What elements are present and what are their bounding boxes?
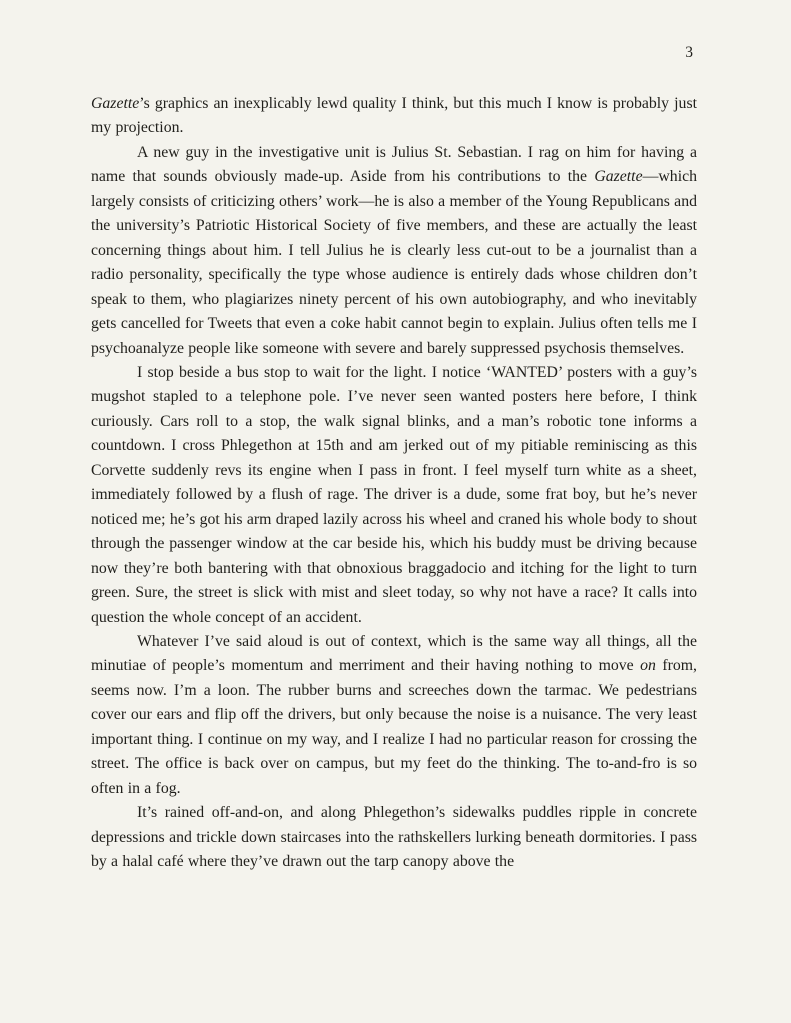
page-number: 3	[685, 44, 693, 61]
italic-text: Gazette	[594, 168, 643, 186]
paragraph-2	[91, 141, 697, 361]
body-text-run: ’s graphics an inexplicably lewd quality I think, but this much I know is probably just my projection.	[91, 95, 697, 137]
italic-text: Gazette	[91, 95, 140, 112]
italic-text: on	[640, 657, 656, 675]
paragraph-3	[91, 361, 697, 630]
body-text-run: A new guy in the investigative unit is Julius St. Sebastian. I rag on him for having a name that sounds obviously made-up. Aside from his contributions to the	[91, 143, 697, 186]
page-body	[91, 92, 697, 875]
paragraph-4	[91, 630, 697, 801]
body-text-run: —which largely consists of criticizing others’ work—he is also a member of the Young Republicans and the university’s Patriotic Historical Society of five members, and these are actually the least concerning things about him. I tell Julius he is clearly less cut-out to be a journalist than a radio personality, specifically the type whose audience is entirely dads whose children don’t speak to them, who plagiarizes ninety percent of his own autobiography, and who inevitably gets cancelled for Tweets that even a coke habit cannot begin to explain. Julius often tells me I psychoanalyze people like someone with severe and barely suppressed psychosis themselves.	[91, 168, 697, 357]
body-text-run: It’s rained off-and-on, and along Phlegethon’s sidewalks puddles ripple in concrete depressions and trickle down staircases into the rathskellers lurking beneath dormitories. I pass by a halal café where they’ve drawn out the tarp canopy above the	[91, 804, 697, 871]
body-text-run: I stop beside a bus stop to wait for the light. I notice ‘WANTED’ posters with a guy’s mugshot stapled to a telephone pole. I’ve never seen wanted posters here before, I think curiously. Cars roll to a stop, the walk signal blinks, and a man’s robotic tone informs a countdown. I cross Phlegethon at 15th and am jerked out of my pitiable reminiscing as this Corvette suddenly revs its engine when I pass in front. I feel myself turn white as a sheet, immediately followed by a flush of rage. The driver is a dude, some frat boy, but he’s never noticed me; he’s got his arm draped lazily across his wheel and craned his whole body to shout through the passenger window at the car beside his, which his buddy must be driving because now they’re both bantering with that obnoxious braggadocio and itching for the light to turn green. Sure, the street is slick with mist and sleet today, so why not have a race? It calls into question the whole concept of an accident.	[91, 363, 697, 626]
body-text-run: Whatever I’ve said aloud is out of context, which is the same way all things, all the minutiae of people’s momentum and merriment and their having nothing to move	[91, 632, 697, 675]
paragraph-5	[91, 801, 697, 874]
body-text-run: from, seems now. I’m a loon. The rubber burns and screeches down the tarmac. We pedestrians cover our ears and flip off the drivers, but only because the noise is a nuisance. The very least important thing. I continue on my way, and I realize I had no particular reason for crossing the street. The office is back over on campus, but my feet do the thinking. The to-and-fro is so often in a fog.	[91, 657, 698, 797]
paragraph-1	[91, 92, 697, 141]
